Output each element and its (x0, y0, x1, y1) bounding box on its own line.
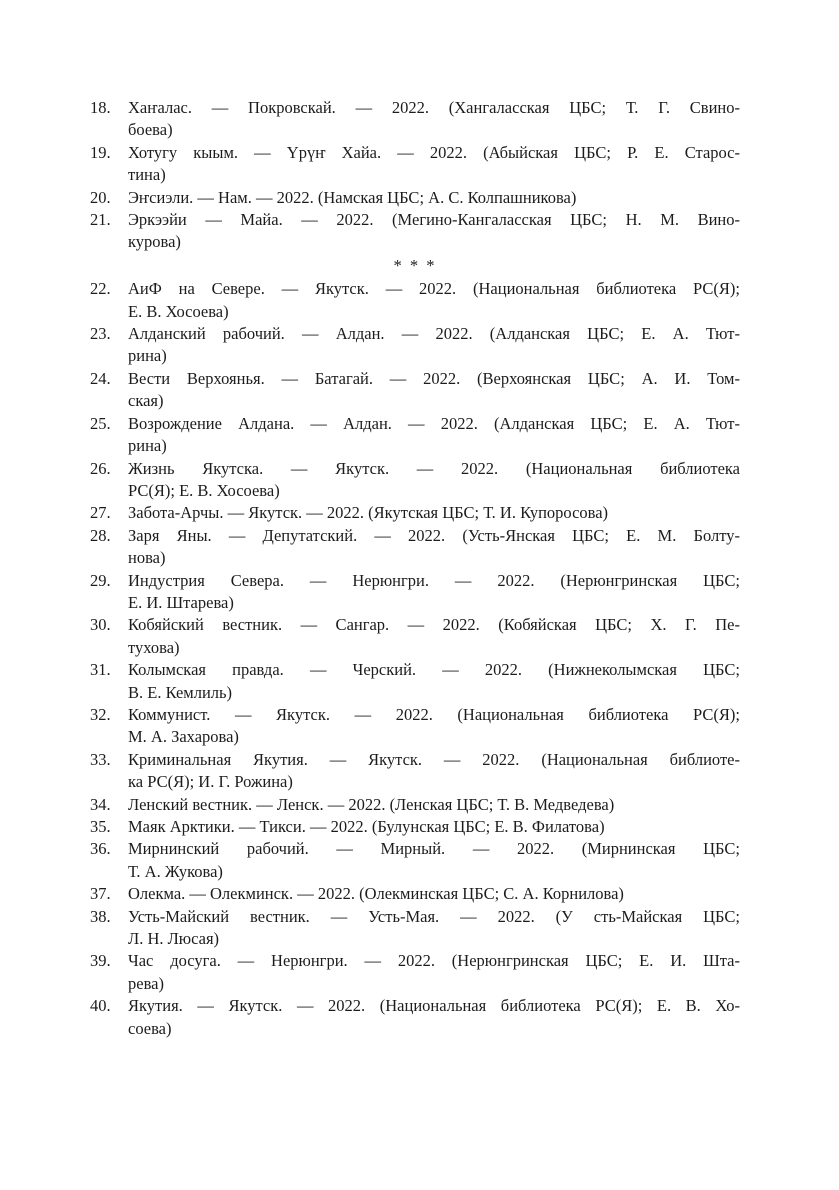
bibliography-entry (90, 97, 740, 142)
bibliography-entry (90, 502, 740, 524)
entry-text (128, 525, 740, 570)
entry-number: 32. (90, 704, 111, 724)
entry-text (128, 614, 740, 659)
entry-text (128, 413, 740, 458)
entry-number: 39. (90, 951, 111, 971)
bibliography-entry (90, 659, 740, 704)
bibliography-entry (90, 614, 740, 659)
entry-number: 29. (90, 570, 111, 590)
entry-text (128, 97, 740, 142)
entry-number: 19. (90, 142, 111, 162)
entry-text (128, 883, 740, 905)
entry-number: 30. (90, 615, 111, 635)
entry-line: соева) (128, 1018, 172, 1038)
entry-text (128, 950, 740, 995)
entry-line: Эркээйи — Майа. — 2022. (Мегино-Кангаласская ЦБС; Н. М. Вино- (128, 210, 740, 230)
entry-number: 20. (90, 187, 111, 207)
entry-line: ка РС(Я); И. Г. Рожина) (128, 772, 293, 792)
entry-number: 40. (90, 996, 111, 1016)
entry-text (128, 502, 740, 524)
entry-line: Ленский вестник. — Ленск. — 2022. (Ленская ЦБС; Т. В. Медведева) (128, 794, 615, 814)
entry-number: 37. (90, 884, 111, 904)
bibliography-entry (90, 323, 740, 368)
entry-text (128, 659, 740, 704)
entry-number: 23. (90, 324, 111, 344)
entry-number: 24. (90, 368, 111, 388)
bibliography-entry (90, 278, 740, 323)
entry-line: нова) (128, 548, 166, 568)
entry-line: Забота-Арчы. — Якутск. — 2022. (Якутская ЦБС; Т. И. Купоросова) (128, 503, 609, 523)
entry-line: РС(Я); Е. В. Хосоева) (128, 480, 280, 500)
entry-line: рина) (128, 436, 167, 456)
entry-number: 18. (90, 98, 111, 117)
entry-line: Е. И. Штарева) (128, 592, 234, 612)
bibliography-entry (90, 883, 740, 905)
entry-text (128, 906, 740, 951)
entry-number: 35. (90, 817, 111, 836)
entry-text (128, 794, 740, 816)
entry-number: 27. (90, 503, 111, 523)
entry-line: рина) (128, 346, 167, 366)
entry-line: рева) (128, 973, 164, 993)
entry-number: 36. (90, 839, 111, 859)
entry-number: 22. (90, 279, 111, 299)
entry-line: Эҥсиэли. — Нам. — 2022. (Намская ЦБС; А. С. Колпашникова) (128, 187, 577, 207)
entry-text (128, 458, 740, 503)
entry-number: 21. (90, 210, 111, 230)
entry-text (128, 142, 740, 187)
entry-text (128, 368, 740, 413)
entry-line: М. А. Захарова) (128, 727, 239, 747)
entry-text (128, 749, 740, 794)
entry-number: 26. (90, 458, 111, 478)
section-separator: * * * (393, 255, 437, 275)
entry-line: Маяк Арктики. — Тикси. — 2022. (Булунская ЦБС; Е. В. Филатова) (128, 817, 605, 836)
entry-line: Час досуга. — Нерюнгри. — 2022. (Нерюнгринская ЦБС; Е. И. Шта- (128, 951, 740, 971)
entry-line: Мирнинский рабочий. — Мирный. — 2022. (Мирнинская ЦБС; (128, 839, 740, 859)
entry-number: 31. (90, 660, 111, 680)
entry-line: Коммунист. — Якутск. — 2022. (Национальная библиотека РС(Я); (128, 704, 740, 724)
entry-text (128, 323, 740, 368)
entry-line: Якутия. — Якутск. — 2022. (Национальная библиотека РС(Я); Е. В. Хо- (128, 996, 740, 1016)
entry-line: тина) (128, 165, 166, 185)
entry-number: 34. (90, 794, 111, 814)
entry-line: Кобяйский вестник. — Сангар. — 2022. (Кобяйская ЦБС; Х. Г. Пе- (128, 615, 740, 635)
entry-line: Хотугу кыым. — Үрүҥ Хайа. — 2022. (Абыйская ЦБС; Р. Е. Старос- (128, 142, 740, 162)
entry-line: Л. Н. Люсая) (128, 929, 220, 949)
bibliography-entry (90, 413, 740, 458)
bibliography-entry (90, 906, 740, 951)
entry-line: Хаҥалас. — Покровскай. — 2022. (Хангаласская ЦБС; Т. Г. Свино- (128, 98, 740, 117)
entry-line: Алданский рабочий. — Алдан. — 2022. (Алданская ЦБС; Е. А. Тют- (128, 324, 740, 344)
bibliography-entry (90, 749, 740, 794)
bibliography-entry (90, 525, 740, 570)
bibliography-entry (90, 187, 740, 209)
entry-line: Усть-Майский вестник. — Усть-Мая. — 2022. (У сть-Майская ЦБС; (128, 906, 740, 926)
entry-line: боева) (128, 120, 173, 140)
entry-line: Индустрия Севера. — Нерюнгри. — 2022. (Нерюнгринская ЦБС; (128, 570, 740, 590)
bibliography-entry (90, 142, 740, 187)
bibliography-entry (90, 794, 740, 816)
entry-line: Жизнь Якутска. — Якутск. — 2022. (Национальная библиотека (128, 458, 740, 478)
bibliography-entry (90, 209, 740, 254)
entry-line: тухова) (128, 637, 180, 657)
entry-line: ская) (128, 391, 164, 411)
entry-text (128, 278, 740, 323)
entry-number: 28. (90, 525, 111, 545)
entry-text (128, 995, 740, 1040)
entry-text (128, 187, 740, 209)
bibliography-entry (90, 704, 740, 749)
bibliography-entry (90, 816, 740, 838)
bibliography-entry (90, 995, 740, 1040)
entry-text (128, 209, 740, 254)
bibliography-entry (90, 458, 740, 503)
entry-number: 38. (90, 906, 111, 926)
entry-number: 25. (90, 413, 111, 433)
entry-text (128, 838, 740, 883)
entry-line: Вести Верхоянья. — Батагай. — 2022. (Верхоянская ЦБС; А. И. Том- (128, 368, 740, 388)
entry-text (128, 570, 740, 615)
bibliography-entry (90, 570, 740, 615)
entry-line: АиФ на Севере. — Якутск. — 2022. (Национальная библиотека РС(Я); (128, 279, 740, 299)
entry-text (128, 816, 740, 838)
entry-line: Олекма. — Олекминск. — 2022. (Олекминская ЦБС; С. А. Корнилова) (128, 884, 624, 904)
entry-line: В. Е. Кемлиль) (128, 682, 233, 702)
entry-line: Е. В. Хосоева) (128, 301, 229, 321)
bibliography-entry (90, 950, 740, 995)
entry-line: Колымская правда. — Черский. — 2022. (Нижнеколымская ЦБС; (128, 660, 740, 680)
bibliography-entry (90, 838, 740, 883)
entry-text (128, 704, 740, 749)
entry-line: Возрождение Алдана. — Алдан. — 2022. (Алданская ЦБС; Е. А. Тют- (128, 413, 740, 433)
entry-number: 33. (90, 749, 111, 769)
list-section-1 (90, 97, 740, 254)
list-section-2 (90, 278, 740, 1040)
entry-line: курова) (128, 232, 181, 252)
entry-line: Криминальная Якутия. — Якутск. — 2022. (Национальная библиоте- (128, 749, 740, 769)
entry-line: Т. А. Жукова) (128, 861, 223, 881)
bibliography-entry (90, 368, 740, 413)
entry-line: Заря Яны. — Депутатский. — 2022. (Усть-Янская ЦБС; Е. М. Болту- (128, 525, 740, 545)
